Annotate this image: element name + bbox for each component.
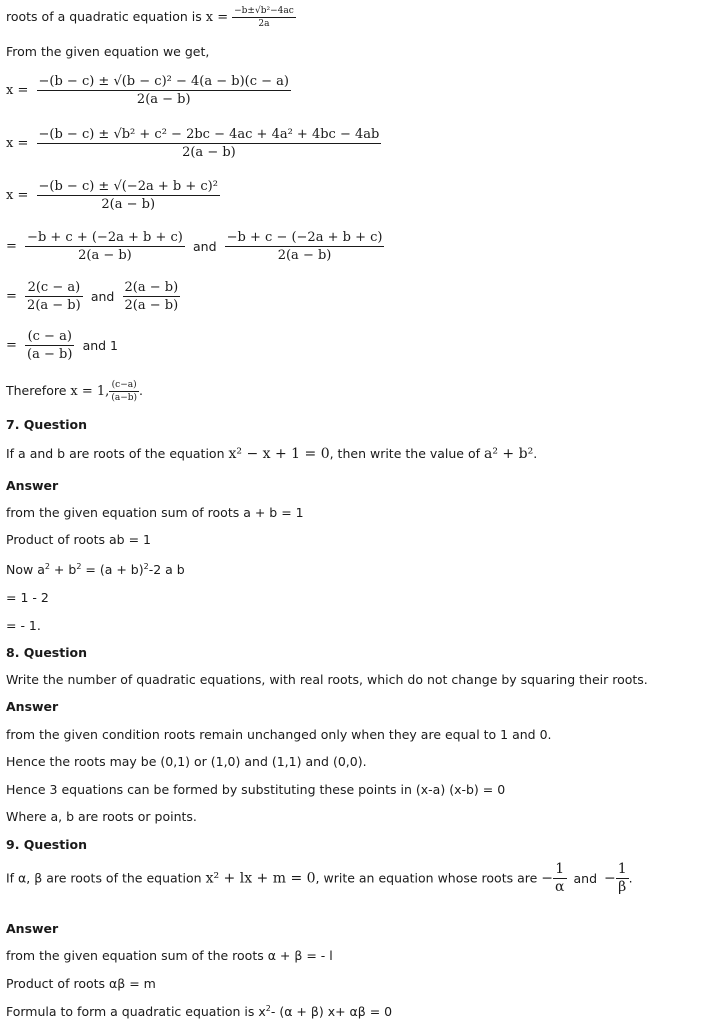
q9-fraction-2-numerator: 1 [617, 861, 627, 877]
q7-heading: 7. Question [6, 417, 87, 432]
step-6-lhs: = [6, 337, 17, 353]
q9-heading: 9. Question [6, 837, 87, 852]
q9-question [6, 862, 633, 895]
step-5 [6, 280, 180, 313]
q7-equation: x² − x + 1 = 0 [228, 446, 330, 462]
step-3-numerator: −(b − c) ± √(−2a + b + c)² [38, 179, 218, 194]
q9-and: and [573, 870, 598, 886]
step-6-numerator: (c − a) [25, 329, 74, 346]
step-4-lhs: = [6, 238, 17, 254]
step-4-denominator-a: 2(a − b) [78, 248, 132, 263]
q7-answer-label: Answer [6, 478, 59, 493]
step-2-fraction [37, 127, 382, 160]
q7-question-text: If a and b are roots of the equation [6, 446, 225, 461]
q7-answer-line-2: Product of roots ab = 1 [6, 532, 151, 547]
step-6 [6, 329, 122, 362]
step-1-lhs: x = [6, 82, 29, 98]
q8-answer-label: Answer [6, 699, 59, 714]
q9-fraction-1-numerator: 1 [553, 862, 566, 879]
q9-fraction-1-denominator: α [555, 879, 565, 895]
q9-question-text: If α, β are roots of the equation [6, 870, 202, 886]
q8-question: Write the number of quadratic equations, with real roots, which do not change by squaring their roots. [6, 672, 648, 687]
intro-formula-denominator: 2a [258, 19, 270, 29]
step-4-fraction-b [225, 230, 385, 263]
q9-l3-sup: 2 [265, 1004, 271, 1013]
therefore-line [6, 380, 143, 403]
step-1-numerator: −(b − c) ± √(b − c)² − 4(a − b)(c − a) [38, 74, 289, 89]
step-3-denominator: 2(a − b) [101, 197, 156, 212]
q8-answer-line-4: Where a, b are roots or points. [6, 809, 197, 824]
therefore-end: . [139, 383, 143, 398]
intro-text: roots of a quadratic equation is [6, 9, 202, 24]
step-5-numerator-b: 2(a − b) [124, 280, 179, 295]
therefore-denominator: (a−b) [111, 393, 138, 403]
step-2-numerator: −(b − c) ± √b² + c² − 2bc − 4ac + 4a² + 4bc − 4ab [38, 127, 380, 142]
step-6-denominator: (a − b) [27, 347, 73, 362]
step-2-denominator: 2(a − b) [182, 145, 236, 160]
q7-l3-sup-1: 2 [44, 562, 50, 571]
step-4-denominator-b: 2(a − b) [277, 248, 332, 263]
q9-fraction-1 [553, 862, 566, 895]
intro-formula-numerator: −b±√b²−4ac [234, 6, 294, 16]
q7-answer-line-1: from the given equation sum of roots a + b = 1 [6, 505, 304, 520]
step-1-denominator: 2(a − b) [136, 92, 191, 107]
q9-question-end: . [628, 870, 633, 886]
q9-equation: x² + lx + m = 0 [205, 870, 316, 887]
q9-answer-line-1: from the given equation sum of the roots α + β = - l [6, 948, 333, 963]
q7-l3-sup-3: 2 [143, 562, 149, 571]
q7-l3-part-a: Now a [6, 562, 45, 577]
intro-formula-fraction [232, 6, 296, 29]
step-4-numerator-a: −b + c + (−2a + b + c) [27, 230, 183, 245]
therefore-fraction [109, 380, 139, 403]
step-4-numerator-b: −b + c − (−2a + b + c) [226, 230, 383, 245]
step-6-fraction [25, 329, 74, 362]
q9-answer-line-2: Product of roots αβ = m [6, 976, 156, 991]
step-4-fraction-a [25, 230, 185, 263]
therefore-numerator: (c−a) [109, 380, 139, 392]
step-1-fraction [37, 74, 292, 107]
therefore-expr: x = 1, [70, 384, 110, 399]
step-5-lhs: = [6, 288, 17, 304]
q7-question [6, 446, 537, 462]
step-4-and: and [192, 238, 217, 254]
step-3-lhs: x = [6, 187, 29, 203]
step-3-fraction [37, 179, 220, 212]
step-5-denominator-b: 2(a − b) [124, 298, 179, 313]
from-given-line: From the given equation we get, [6, 44, 210, 59]
therefore-text: Therefore [6, 383, 67, 398]
q9-fraction-2 [616, 862, 629, 895]
q7-l3-part-d: -2 a b [148, 562, 185, 577]
q8-answer-line-3: Hence 3 equations can be formed by substituting these points in (x-a) (x-b) = 0 [6, 782, 506, 797]
q9-fraction-2-denominator: β [618, 879, 627, 895]
q7-expression: a² + b² [484, 446, 534, 462]
q7-l3-sup-2: 2 [76, 562, 82, 571]
step-4 [6, 230, 384, 263]
step-6-tail: and 1 [82, 337, 119, 353]
q7-l3-part-c: = (a + b) [81, 562, 144, 577]
step-5-numerator-a: 2(c − a) [25, 280, 83, 297]
step-5-fraction-b [123, 280, 181, 313]
q7-l3-part-b: + b [49, 562, 77, 577]
intro-formula-lhs: x = [205, 10, 229, 25]
q7-answer-line-5: = - 1. [6, 618, 41, 633]
step-2-lhs: x = [6, 135, 29, 151]
q9-l3-part-a: Formula to form a quadratic equation is x [6, 1004, 266, 1019]
q9-answer-line-3 [6, 1004, 392, 1020]
q9-answer-label: Answer [6, 921, 59, 936]
step-3 [6, 179, 220, 212]
q7-answer-line-3 [6, 562, 185, 578]
q7-question-end: . [533, 446, 538, 461]
q9-frac1-sign: − [541, 870, 554, 887]
step-5-fraction-a [25, 280, 83, 313]
step-1 [6, 74, 291, 107]
intro-line [6, 6, 296, 29]
step-5-and: and [90, 288, 115, 304]
q7-answer-line-4: = 1 - 2 [6, 590, 49, 605]
step-5-denominator-a: 2(a − b) [27, 298, 81, 313]
q8-answer-line-1: from the given condition roots remain unchanged only when they are equal to 1 and 0. [6, 727, 552, 742]
step-2 [6, 127, 381, 160]
q9-question-text-2: , write an equation whose roots are [315, 870, 538, 886]
q9-l3-part-b: - (α + β) x+ αβ = 0 [270, 1004, 393, 1019]
q9-frac2-sign: − [604, 870, 616, 887]
q8-answer-line-2: Hence the roots may be (0,1) or (1,0) and (1,1) and (0,0). [6, 754, 367, 769]
q7-question-text-2: , then write the value of [329, 446, 481, 461]
q8-heading: 8. Question [6, 645, 87, 660]
